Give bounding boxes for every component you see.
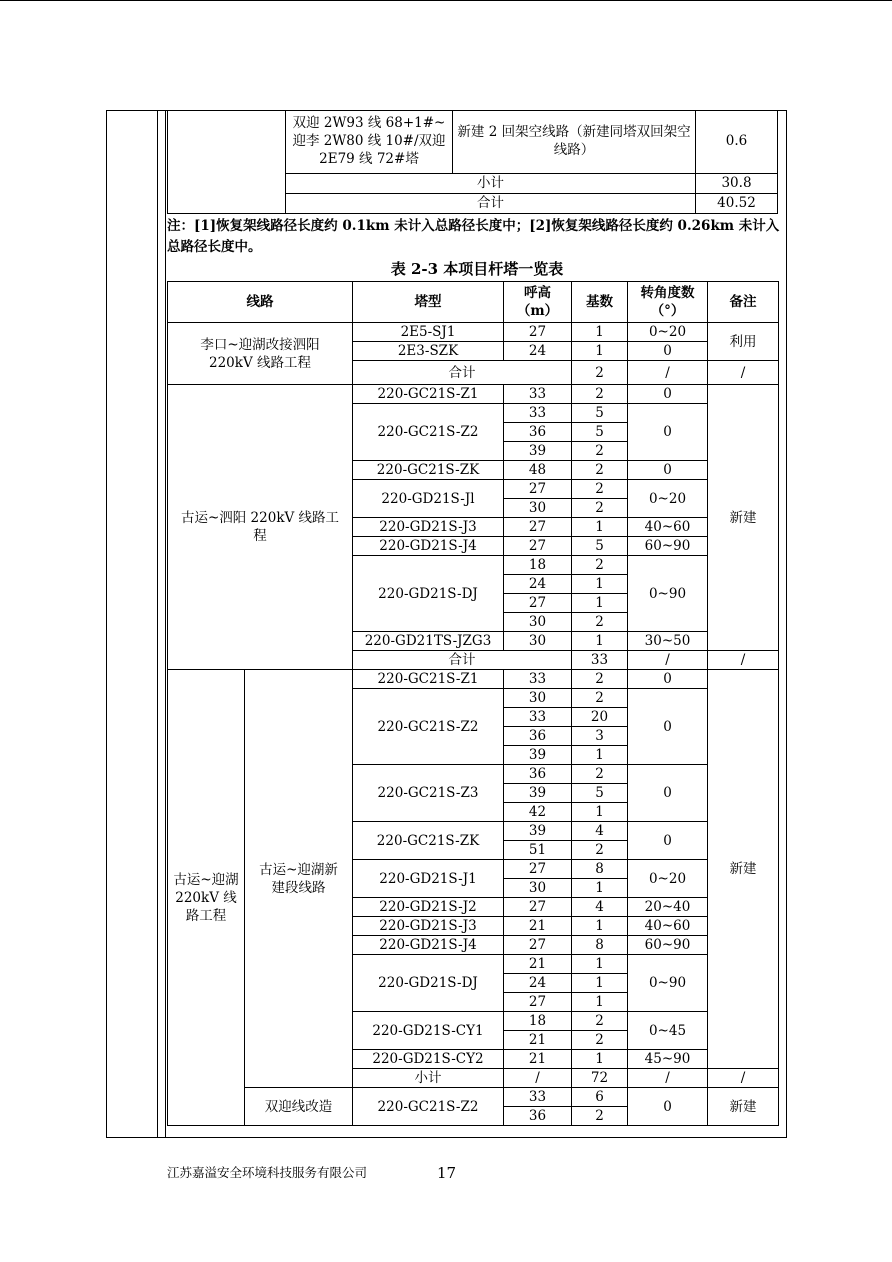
tower-count: 1 xyxy=(572,993,628,1012)
tower-type: 220-GC21S-Z2 xyxy=(353,689,504,765)
tower-angle: 0~45 xyxy=(628,1012,708,1050)
page-top-rule xyxy=(0,0,892,1)
tower-height: 51 xyxy=(504,841,572,860)
tower-height: 27 xyxy=(504,480,572,499)
tower-height: 36 xyxy=(504,423,572,442)
tower-height: 27 xyxy=(504,518,572,537)
tower-count: 1 xyxy=(572,518,628,537)
tower-type: 220-GC21S-Z2 xyxy=(353,404,504,461)
tower-height: 39 xyxy=(504,746,572,765)
total-value: 40.52 xyxy=(696,193,778,213)
tower-count: 1 xyxy=(572,342,628,361)
tower-count: 2 xyxy=(572,841,628,860)
tower-height: 21 xyxy=(504,1050,572,1069)
tower-count: 5 xyxy=(572,423,628,442)
route-cell: 双迎 2W93 线 68+1#~迎李 2W80 线 10#/双迎 2E79 线 72#塔 xyxy=(286,110,453,173)
subtotal-value: 30.8 xyxy=(696,173,778,193)
section3-remark: 新建 xyxy=(708,670,779,1069)
tower-count: 2 xyxy=(572,1012,628,1031)
section1-total-angle: / xyxy=(628,361,708,385)
tower-height: 18 xyxy=(504,556,572,575)
tower-table xyxy=(167,281,779,1126)
tower-count: 2 xyxy=(572,461,628,480)
tower-type: 220-GD21S-J2 xyxy=(353,898,504,917)
tower-count: 1 xyxy=(572,974,628,993)
header-height: 呼高（m） xyxy=(504,282,572,323)
tower-height: 36 xyxy=(504,1107,572,1126)
tower-angle: 0 xyxy=(628,461,708,480)
section3-subtotal-angle: / xyxy=(628,1069,708,1088)
tower-angle: 0 xyxy=(628,689,708,765)
section2-total-count: 33 xyxy=(572,651,628,670)
tower-type: 220-GD21S-Jl xyxy=(353,480,504,518)
tower-height: 24 xyxy=(504,974,572,993)
section2-remark: 新建 xyxy=(708,385,779,651)
tower-type: 220-GD21S-J3 xyxy=(353,518,504,537)
tower-type: 220-GD21S-J1 xyxy=(353,860,504,898)
tower-height: 27 xyxy=(504,860,572,879)
tower-angle: 60~90 xyxy=(628,936,708,955)
tower-angle: 0~90 xyxy=(628,955,708,1012)
blank-cell xyxy=(168,110,286,213)
tower-count: 6 xyxy=(572,1088,628,1107)
tower-count: 2 xyxy=(572,613,628,632)
tower-height: 24 xyxy=(504,342,572,361)
section1-line-name: 李口~迎湖改接泗阳220kV 线路工程 xyxy=(168,323,353,385)
tower-angle: 30~50 xyxy=(628,632,708,651)
tower-type: 220-GD21S-J4 xyxy=(353,936,504,955)
header-remark: 备注 xyxy=(708,282,779,323)
tower-height: 30 xyxy=(504,879,572,898)
tower-count: 1 xyxy=(572,917,628,936)
frame-inner-rule-2 xyxy=(165,110,166,1138)
tower-angle: 20~40 xyxy=(628,898,708,917)
tower-count: 2 xyxy=(572,1107,628,1126)
tower-count: 8 xyxy=(572,860,628,879)
tower-angle: 0 xyxy=(628,765,708,822)
tower-count: 2 xyxy=(572,556,628,575)
tower-type: 220-GD21S-J4 xyxy=(353,537,504,556)
section3-subtotal-height: / xyxy=(504,1069,572,1088)
tower-height: 39 xyxy=(504,784,572,803)
subtotal-label: 小计 xyxy=(286,173,696,193)
tower-count: 1 xyxy=(572,1050,628,1069)
tower-angle: 0 xyxy=(628,670,708,689)
tower-height: 27 xyxy=(504,936,572,955)
tower-count: 2 xyxy=(572,385,628,404)
tower-angle: 0 xyxy=(628,822,708,860)
tower-angle: 0 xyxy=(628,1088,708,1126)
tower-angle: 0~90 xyxy=(628,556,708,632)
tower-type: 220-GC21S-Z1 xyxy=(353,670,504,689)
section3-subtotal-count: 72 xyxy=(572,1069,628,1088)
header-tower: 塔型 xyxy=(353,282,504,323)
tower-count: 5 xyxy=(572,784,628,803)
tower-count: 2 xyxy=(572,442,628,461)
tower-height: 48 xyxy=(504,461,572,480)
tower-count: 1 xyxy=(572,746,628,765)
tower-height: 30 xyxy=(504,632,572,651)
tower-type: 2E3-SZK xyxy=(353,342,504,361)
tower-count: 1 xyxy=(572,879,628,898)
section1-total-remark: / xyxy=(708,361,779,385)
tower-height: 21 xyxy=(504,917,572,936)
tower-height: 18 xyxy=(504,1012,572,1031)
tower-height: 27 xyxy=(504,898,572,917)
tower-type: 220-GD21TS-JZG3 xyxy=(353,632,504,651)
tower-type: 220-GC21S-ZK xyxy=(353,822,504,860)
section3-subtotal-label: 小计 xyxy=(353,1069,504,1088)
section3-line-name: 古运~迎湖220kV 线路工程 xyxy=(168,670,245,1126)
tower-type: 220-GD21S-CY2 xyxy=(353,1050,504,1069)
tower-count: 5 xyxy=(572,404,628,423)
tower-angle: 0 xyxy=(628,342,708,361)
section3-sub2-line-name: 双迎线改造 xyxy=(245,1088,353,1126)
tower-type: 220-GC21S-Z3 xyxy=(353,765,504,822)
tower-count: 8 xyxy=(572,936,628,955)
footer-company: 江苏嘉溢安全环境科技服务有限公司 xyxy=(167,1165,368,1180)
frame-inner-rule-1 xyxy=(157,110,158,1138)
tower-type: 220-GC21S-ZK xyxy=(353,461,504,480)
tower-type: 220-GC21S-Z1 xyxy=(353,385,504,404)
tower-count: 2 xyxy=(572,765,628,784)
section3-subtotal-remark: / xyxy=(708,1069,779,1088)
tower-height: 27 xyxy=(504,993,572,1012)
tower-count: 2 xyxy=(572,499,628,518)
tower-height: 36 xyxy=(504,765,572,784)
section3-sub-line-name: 古运~迎湖新建段线路 xyxy=(245,670,353,1088)
tower-height: 33 xyxy=(504,708,572,727)
total-label: 合计 xyxy=(286,193,696,213)
tower-height: 30 xyxy=(504,499,572,518)
section3-sub2-remark: 新建 xyxy=(708,1088,779,1126)
header-count: 基数 xyxy=(572,282,628,323)
tower-count: 2 xyxy=(572,689,628,708)
tower-count: 20 xyxy=(572,708,628,727)
tower-count: 1 xyxy=(572,323,628,342)
tower-count: 2 xyxy=(572,670,628,689)
tower-angle: 40~60 xyxy=(628,917,708,936)
tower-angle: 0 xyxy=(628,385,708,404)
header-line: 线路 xyxy=(168,282,353,323)
section2-total-label: 合计 xyxy=(353,651,572,670)
tower-angle: 0~20 xyxy=(628,480,708,518)
tower-count: 1 xyxy=(572,803,628,822)
tower-count: 1 xyxy=(572,594,628,613)
tower-type: 220-GD21S-CY1 xyxy=(353,1012,504,1050)
tower-height: 39 xyxy=(504,822,572,841)
section2-total-angle: / xyxy=(628,651,708,670)
tower-angle: 45~90 xyxy=(628,1050,708,1069)
tower-height: 27 xyxy=(504,537,572,556)
tower-count: 4 xyxy=(572,822,628,841)
tower-type: 220-GD21S-J3 xyxy=(353,917,504,936)
tower-height: 27 xyxy=(504,323,572,342)
tower-type: 220-GC21S-Z2 xyxy=(353,1088,504,1126)
tower-count: 1 xyxy=(572,632,628,651)
tower-height: 24 xyxy=(504,575,572,594)
tower-angle: 0 xyxy=(628,404,708,461)
tower-count: 3 xyxy=(572,727,628,746)
tower-angle: 40~60 xyxy=(628,518,708,537)
tower-height: 30 xyxy=(504,613,572,632)
tower-height: 27 xyxy=(504,594,572,613)
tower-height: 36 xyxy=(504,727,572,746)
section1-remark: 利用 xyxy=(708,323,779,361)
tower-height: 42 xyxy=(504,803,572,822)
tower-angle: 60~90 xyxy=(628,537,708,556)
tower-angle: 0~20 xyxy=(628,323,708,342)
section1-total-count: 2 xyxy=(572,361,628,385)
tower-height: 33 xyxy=(504,670,572,689)
tower-height: 33 xyxy=(504,385,572,404)
tower-count: 1 xyxy=(572,955,628,974)
page-number: 17 xyxy=(437,1164,457,1182)
tower-height: 21 xyxy=(504,1031,572,1050)
line-type-cell: 新建 2 回架空线路（新建同塔双回架空线路） xyxy=(453,110,696,173)
tower-count: 2 xyxy=(572,1031,628,1050)
length-cell: 0.6 xyxy=(696,110,778,173)
tower-height: 21 xyxy=(504,955,572,974)
section2-total-remark: / xyxy=(708,651,779,670)
table-note: 注：[1]恢复架线路径长度约 0.1km 未计入总路径长度中；[2]恢复架线路径长度约 0.26km 未计入总路径长度中。 xyxy=(167,218,780,255)
table-caption: 表 2-3 本项目杆塔一览表 xyxy=(390,260,564,278)
tower-type: 220-GD21S-DJ xyxy=(353,955,504,1012)
tower-type: 2E5-SJ1 xyxy=(353,323,504,342)
tower-type: 220-GD21S-DJ xyxy=(353,556,504,632)
tower-height: 30 xyxy=(504,689,572,708)
tower-count: 5 xyxy=(572,537,628,556)
tower-count: 1 xyxy=(572,575,628,594)
route-length-table xyxy=(167,110,778,214)
section2-line-name: 古运~泗阳 220kV 线路工程 xyxy=(168,385,353,670)
tower-count: 4 xyxy=(572,898,628,917)
tower-height: 39 xyxy=(504,442,572,461)
tower-count: 2 xyxy=(572,480,628,499)
tower-height: 33 xyxy=(504,1088,572,1107)
section1-total-label: 合计 xyxy=(353,361,572,385)
tower-angle: 0~20 xyxy=(628,860,708,898)
header-angle: 转角度数（°） xyxy=(628,282,708,323)
tower-height: 33 xyxy=(504,404,572,423)
